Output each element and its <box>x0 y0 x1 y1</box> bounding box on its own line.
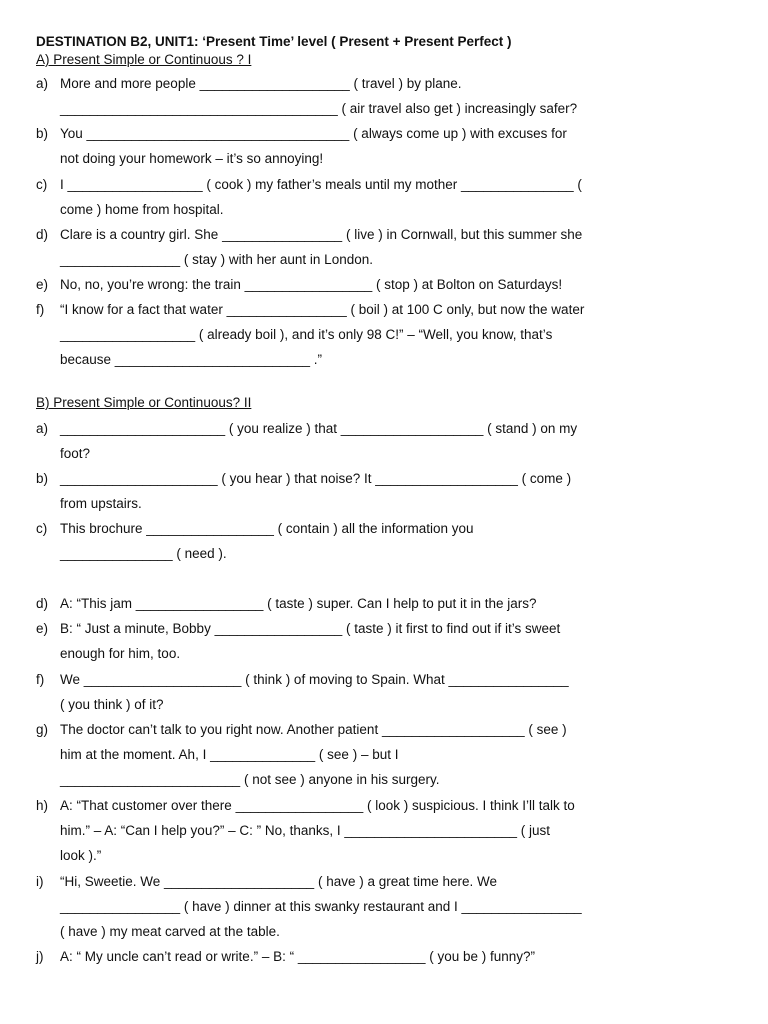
item-line: come ) home from hospital. <box>60 202 224 217</box>
item-line: from upstairs. <box>60 496 142 511</box>
item-line: A: “This jam _________________ ( taste ) super. Can I help to put it in the jars? <box>60 596 537 611</box>
item-label: f) <box>36 302 45 317</box>
item-line: _____________________________________ ( air travel also get ) increasingly safer? <box>60 101 578 116</box>
item-line: enough for him, too. <box>60 646 181 661</box>
item-label: g) <box>36 722 49 737</box>
item-label: c) <box>36 521 48 536</box>
item-line: not doing your homework – it’s so annoying! <box>60 151 324 166</box>
item-label: b) <box>36 471 49 486</box>
item-label: f) <box>36 672 45 687</box>
item-line: because __________________________ .” <box>60 352 322 367</box>
item-line: ________________ ( stay ) with her aunt in London. <box>60 252 373 267</box>
item-label: d) <box>36 596 49 611</box>
item-line: We _____________________ ( think ) of moving to Spain. What ________________ <box>60 672 569 687</box>
item-line: A: “ My uncle can’t read or write.” – B: “ _________________ ( you be ) funny?” <box>60 949 536 964</box>
item-label: e) <box>36 621 49 636</box>
item-line: ________________ ( have ) dinner at this swanky restaurant and I ________________ <box>60 899 582 914</box>
item-line: The doctor can’t talk to you right now. Another patient ___________________ ( see ) <box>60 722 567 737</box>
item-line: You ___________________________________ ( always come up ) with excuses for <box>60 126 567 141</box>
item-line: foot? <box>60 446 91 461</box>
item-line: B: “ Just a minute, Bobby _________________ ( taste ) it first to find out if it’s sweet <box>60 621 561 636</box>
item-line: __________________ ( already boil ), and it’s only 98 C!” – “Well, you know, that’s <box>60 327 553 342</box>
item-label: j) <box>36 949 44 964</box>
item-label: a) <box>36 421 49 436</box>
item-label: i) <box>36 874 44 889</box>
item-label: c) <box>36 177 48 192</box>
section-a-heading: A) Present Simple or Continuous ? I <box>36 52 252 67</box>
item-line: More and more people ____________________ ( travel ) by plane. <box>60 76 462 91</box>
item-line: No, no, you’re wrong: the train _________________ ( stop ) at Bolton on Saturdays! <box>60 277 563 292</box>
section-b-heading: B) Present Simple or Continuous? II <box>36 395 252 410</box>
item-line: ______________________ ( you realize ) that ___________________ ( stand ) on my <box>60 421 578 436</box>
item-line: him.” – A: “Can I help you?” – C: ” No, thanks, I _______________________ ( just <box>60 823 551 838</box>
item-line: look ).” <box>60 848 102 863</box>
item-line: ________________________ ( not see ) anyone in his surgery. <box>60 772 440 787</box>
item-line: him at the moment. Ah, I ______________ ( see ) – but I <box>60 747 399 762</box>
worksheet-title: DESTINATION B2, UNIT1: ‘Present Time’ level ( Present + Present Perfect ) <box>36 34 512 49</box>
item-line: A: “That customer over there _________________ ( look ) suspicious. I think I’ll talk to <box>60 798 575 813</box>
item-line: I __________________ ( cook ) my father’s meals until my mother _______________ ( <box>60 177 582 192</box>
item-label: a) <box>36 76 49 91</box>
item-line: _______________ ( need ). <box>60 546 227 561</box>
item-line: “I know for a fact that water ________________ ( boil ) at 100 C only, but now the water <box>60 302 585 317</box>
item-label: e) <box>36 277 49 292</box>
item-line: ( have ) my meat carved at the table. <box>60 924 280 939</box>
item-label: b) <box>36 126 49 141</box>
item-line: Clare is a country girl. She ________________ ( live ) in Cornwall, but this summer she <box>60 227 583 242</box>
item-line: ( you think ) of it? <box>60 697 164 712</box>
item-label: h) <box>36 798 49 813</box>
item-line: “Hi, Sweetie. We ____________________ ( have ) a great time here. We <box>60 874 498 889</box>
item-line: _____________________ ( you hear ) that noise? It ___________________ ( come ) <box>60 471 572 486</box>
item-line: This brochure _________________ ( contain ) all the information you <box>60 521 474 536</box>
item-label: d) <box>36 227 49 242</box>
